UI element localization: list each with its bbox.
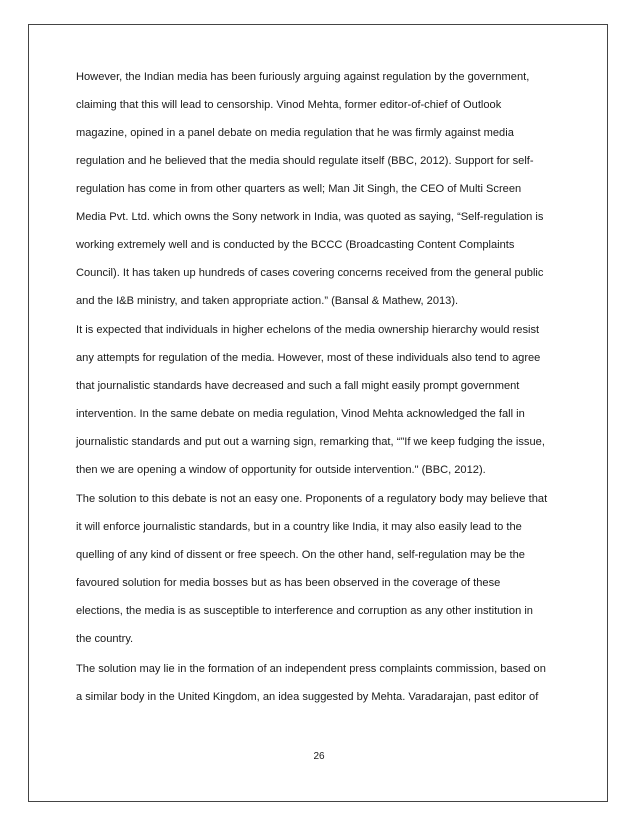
- text-line: The solution may lie in the formation of an independent press complaints commission, based on: [76, 663, 546, 675]
- text-line: intervention. In the same debate on media regulation, Vinod Mehta acknowledged the fall in: [76, 408, 525, 420]
- text-line: Media Pvt. Ltd. which owns the Sony network in India, was quoted as saying, “Self-regulation is: [76, 211, 544, 223]
- text-line: Council). It has taken up hundreds of cases covering concerns received from the general public: [76, 267, 544, 279]
- text-line: journalistic standards and put out a warning sign, remarking that, “"If we keep fudging the issue,: [76, 436, 545, 448]
- text-line: regulation and he believed that the media should regulate itself (BBC, 2012). Support for self-: [76, 155, 534, 167]
- text-line: elections, the media is as susceptible to interference and corruption as any other institution in: [76, 605, 533, 617]
- text-line: the country.: [76, 633, 134, 645]
- text-line: any attempts for regulation of the media. However, most of these individuals also tend to agree: [76, 352, 541, 364]
- text-line: it will enforce journalistic standards, but in a country like India, it may also easily lead to the: [76, 521, 522, 533]
- text-line: then we are opening a window of opportunity for outside intervention." (BBC, 2012).: [76, 464, 486, 476]
- paragraph-1: [76, 70, 576, 310]
- page-number: 26: [313, 751, 325, 762]
- text-line: and the I&B ministry, and taken appropriate action.” (Bansal & Mathew, 2013).: [76, 295, 459, 307]
- text-line: The solution to this debate is not an easy one. Proponents of a regulatory body may believe that: [76, 493, 548, 505]
- paragraph-2: [76, 323, 576, 483]
- text-line: a similar body in the United Kingdom, an idea suggested by Mehta. Varadarajan, past editor of: [76, 691, 539, 703]
- text-line: that journalistic standards have decreased and such a fall might easily prompt government: [76, 380, 520, 392]
- text-line: working extremely well and is conducted by the BCCC (Broadcasting Content Complaints: [76, 239, 515, 251]
- text-line: It is expected that individuals in higher echelons of the media ownership hierarchy would resist: [76, 324, 540, 336]
- text-line: magazine, opined in a panel debate on media regulation that he was firmly against media: [76, 127, 514, 139]
- paragraph-4: [76, 662, 576, 710]
- text-line: favoured solution for media bosses but as has been observed in the coverage of these: [76, 577, 501, 589]
- text-line: claiming that this will lead to censorship. Vinod Mehta, former editor-of-chief of Outlook: [76, 99, 502, 111]
- text-line: However, the Indian media has been furiously arguing against regulation by the government,: [76, 71, 530, 83]
- paragraph-3: [76, 492, 576, 652]
- text-line: regulation has come in from other quarters as well; Man Jit Singh, the CEO of Multi Screen: [76, 183, 522, 195]
- text-line: quelling of any kind of dissent or free speech. On the other hand, self-regulation may be the: [76, 549, 525, 561]
